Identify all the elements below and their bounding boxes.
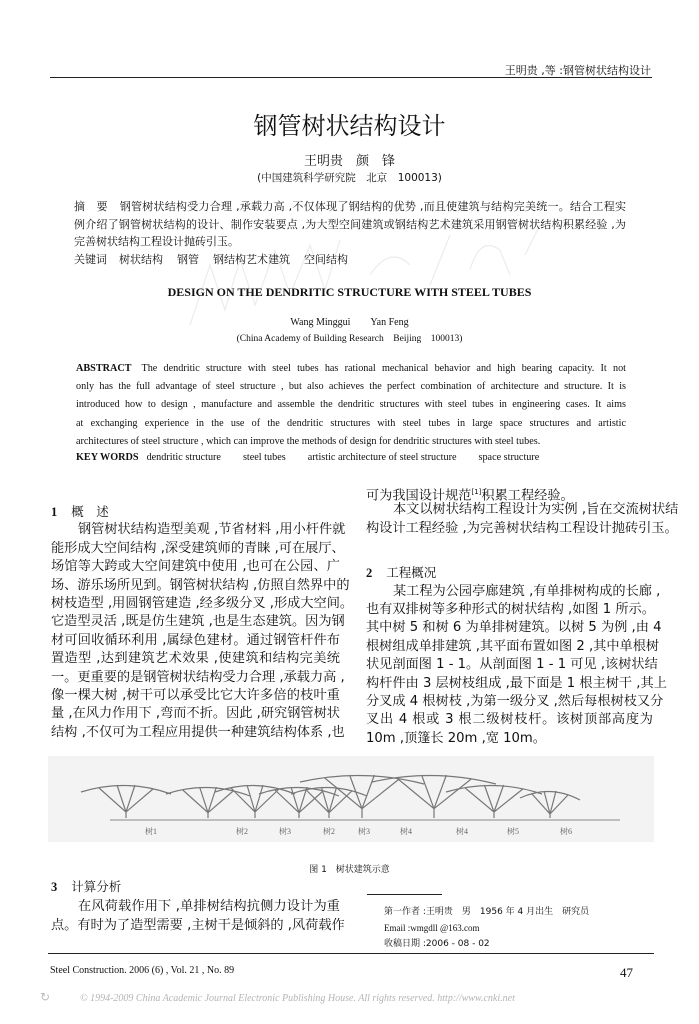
citation[interactable]: [1] bbox=[471, 488, 482, 496]
footnote-rule bbox=[367, 894, 442, 895]
figure-label: 树2 bbox=[323, 827, 335, 836]
figure-label: 树4 bbox=[456, 827, 468, 836]
figure-label: 树5 bbox=[507, 827, 519, 836]
tree-structure bbox=[166, 787, 250, 818]
tree-structure bbox=[372, 775, 496, 818]
tree-structure bbox=[300, 775, 424, 818]
author-email[interactable]: Email :wmgdll @163.com bbox=[384, 923, 480, 933]
english-title: DESIGN ON THE DENDRITIC STRUCTURE WITH STEEL TUBES bbox=[167, 285, 532, 299]
figure-label: 树6 bbox=[560, 827, 572, 836]
footnote: 第一作者 :王明贵 男 1956 年 4 月出生 研究员 Email :wmgdll @163.com 收稿日期 :2006 - 08 - 02 bbox=[384, 907, 590, 949]
english-affiliation: (China Academy of Building Research Beijing 100013) bbox=[236, 334, 463, 344]
section-2-heading: 2 工程概况 bbox=[366, 565, 437, 581]
abstract-label: 摘 要 bbox=[74, 200, 108, 213]
keywords-en: KEY WORDS dendritic structure steel tubes artistic architecture of steel structure space structure bbox=[76, 452, 540, 464]
footer-rule bbox=[48, 953, 654, 954]
journal-citation: Steel Construction. 2006 (6) , Vol. 21 , No. 89 bbox=[50, 965, 235, 976]
section-1: 1 概 述 钢管树状结构造型美观 ,节省材料 ,用小杆件就 能形成大空间结构 ,深受建筑师的青睐 ,可在展厅、 场馆等大跨或大空间建筑中使用 ,也可在公园、广 场、游乐场所见到。钢管树状结构 ,仿照自然界中的 树枝造型 ,用圆钢管建造 ,经多级分叉 ,形成大空间。 它造型灵活 ,既是仿生建筑 ,也是生态建筑。因为钢 材可回收循环利用 ,属绿色建材。通过钢管杆件布 置造型 ,达到建筑艺术效果 ,使建筑和结构完美统 一。更重要的是钢管树状结构受力合理 ,承载力高 , 像一棵大树 ,树干可以承受比它大许多倍的枝叶重 量 ,在风力作用下 ,弯而不折。因此 ,研究钢管树状 结构 ,不仅可为工程应用提供一种建筑结构体系 ,也 bbox=[51, 504, 354, 740]
copyright-notice: © 1994-2009 China Academic Journal Electronic Publishing House. All rights reserved. http://www.cnki.net bbox=[80, 993, 515, 1004]
section-1-heading: 1 概 述 bbox=[51, 504, 109, 519]
abstract-en: ABSTRACT The dendritic structure with steel tubes has rational mechanical behavior and high bearing capacity. It not only has the full advantage of steel structure , but also achieves the perfect combination of architecture and structure. It is introduced how to design , manufacture and assemble the dendritic structures with steel tubes in engineering cases. It aims at exchanging experience in the use of the dendritic structures with steel tubes in large space structures and artistic architectures of steel structure , which can improve the methods of design for dendritic structures with steel tubes. KEY WORDS dendritic structure steel tubes artistic architecture of steel structure space structure bbox=[76, 363, 626, 464]
right-column: 可为我国设计规范[1]积累工程经验。 本文以树状结构工程设计为实例 ,旨在交流树状结 构设计工程经验 ,为完善树状结构工程设计抛砖引玉。 2 工程概况 某工程为公园亭廊建筑 ,有单排树构成的长廊 , 也有双排树等多种形式的树状结构 ,如图 1 所示。 其中树 5 和树 6 为单排树建筑。以树 5 为例 ,由 4 根树组成单排建筑 ,其平面布置如图 2 ,其中单根树 状见剖面图 1 - 1。从剖面图 1 - 1 可见 ,该树状结 构杆件由 3 层树枝组成 ,最下面是 1 根主树干 ,其上 分叉成 4 根树枝 ,为第一级分叉 ,然后每根树枝又分 叉出 4 根或 3 根二级树枝杆。该树顶部高度为 10m ,顶篷长 20m ,宽 10m。 bbox=[366, 488, 679, 746]
abstract-cn: 摘 要 钢管树状结构受力合理 ,承载力高 ,不仅体现了钢结构的优势 ,而且使建筑与结构完美统一。结合工程实 例介绍了钢管树状结构的设计、制作安装要点 ,为大型空间建筑或钢结构艺术建筑采用钢管树状结构积累经验 ,为 完善树状结构工程设计抛砖引玉。 关键词 树状结构 钢管 钢结构艺术建筑 空间结构 bbox=[74, 198, 626, 268]
cnki-logo-icon: ↻ bbox=[40, 990, 51, 1004]
running-header: 王明贵 ,等 :钢管树状结构设计 bbox=[504, 64, 651, 77]
page-number: 47 bbox=[620, 965, 633, 980]
figure-label: 树3 bbox=[358, 827, 370, 836]
tree-structure bbox=[520, 791, 580, 818]
section-3-heading: 3 计算分析 bbox=[51, 879, 122, 894]
affiliation: (中国建筑科学研究院 北京 100013) bbox=[257, 172, 442, 184]
english-authors: Wang Minggui Yan Feng bbox=[290, 317, 409, 328]
tree-structure bbox=[446, 785, 542, 818]
tree-structure bbox=[81, 785, 171, 818]
page-title: 钢管树状结构设计 bbox=[253, 112, 446, 140]
authors: 王明贵 颜 锋 bbox=[303, 154, 395, 169]
header-rule bbox=[50, 77, 652, 78]
keywords-cn: 关键词 树状结构 钢管 钢结构艺术建筑 空间结构 bbox=[74, 252, 348, 266]
figure-1 bbox=[48, 756, 654, 842]
section-3: 3 计算分析 在风荷载作用下 ,单排树结构抗侧力设计为重 点。有时为了造型需要 ,主树干是倾斜的 ,风荷载作 bbox=[51, 879, 345, 933]
figure-label: 树4 bbox=[400, 827, 412, 836]
figure-label: 树3 bbox=[279, 827, 291, 836]
figure-1-caption: 图 1 树状建筑示意 bbox=[309, 865, 390, 875]
figure-label: 树2 bbox=[236, 827, 248, 836]
figure-label: 树1 bbox=[145, 827, 157, 836]
